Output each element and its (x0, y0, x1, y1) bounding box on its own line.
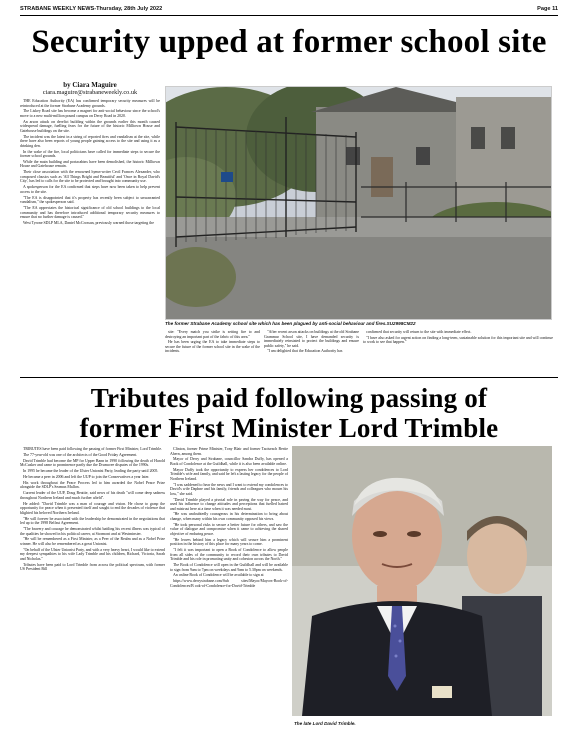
story2-column-1 (20, 447, 165, 729)
paragraph: While the main building and portacabins have been demolished, the historic Milltown House and Gatehouse remain. (20, 159, 160, 169)
paragraph: West Tyrone SDLP MLA, Daniel McCrossan, previously warned those targeting the (23, 220, 154, 225)
paragraph: The Liskey Road site has become a magnet for anti-social behaviour since the school's move to a new multi-million pound campus on Derry Road in 2020. (20, 109, 160, 118)
paragraph: Mayor Duffy took the opportunity to express her condolences to Lord Trimble's wife and family, and said he left a lasting legacy for the people of Northern Ireland. (170, 467, 288, 481)
paragraph: "I was saddened to hear the news and I want to extend my condolences to David's wife Daphne and his family, friends and colleagues who mourn his loss," she said. (170, 482, 288, 496)
story2-column-2 (170, 447, 288, 729)
paragraph: "The EA appreciates the historical significance of old school buildings to the local community and has therefore introduced additional temporary security measures to ensure that no further damage is caused." (20, 206, 160, 220)
paragraph: "He will be remembered as a First Minister, as a Peer of the Realm and as a Nobel Prize winner. He will also be remembered as a great Unionist. (20, 537, 165, 546)
story2-headline-line-2: former First Minister Lord Trimble (79, 413, 499, 443)
paragraph: "The bravery and courage he demonstrated whilst battling his recent illness was typical of the qualities he showed in his political career, at Stormont and at Westminster. (20, 527, 165, 536)
paragraph: The Book of Condolence will open in the Guildhall and will be available to sign from 9am to 7pm on weekdays and 9am to 5.30pm on weekends. (170, 563, 288, 572)
paragraph: "After recent arson attacks on buildings at the old Strabane Grammar School site, I have demanded security is immediately reinstated to protect the buildings and ensure public safety," he said. (264, 330, 359, 348)
trimble-photo (292, 446, 552, 716)
paragraph: David Trimble had become the MP for Upper Bann in 1990 following the death of Harold McCusker and came to prominence partly due the Drumcree disputes of the 1990s. (20, 458, 165, 468)
paragraph: In the wake of the fire, local politicians have called for immediate steps to secure the former school grounds. (20, 149, 160, 159)
paragraph: "I have also asked for urgent action on finding a long-term, sustainable solution for this important site and will continue to work to see that happen." (363, 335, 553, 345)
story1-byline-name: by Ciara Maguire (63, 81, 117, 89)
story1-column-2 (165, 330, 260, 372)
paragraph: "I felt it was important to open a Book of Condolence to allow people from all sides of the community to record their own tributes to David Trimble and his role in promoting unity and cohesion across the North." (170, 548, 288, 562)
paragraph: He added: "David Trimble was a man of courage and vision. He chose to grasp the opportunity for peace when it presented itself and sought to end the decades of violence that blighted his beloved Northern Ireland. (20, 501, 165, 515)
story-divider (20, 377, 558, 378)
paragraph: "He took personal risks to secure a better future for others, and saw the value of dialogue and compromise when it came to achieving the shared objective of enduring peace. (170, 522, 288, 536)
paragraph: "He leaves behind him a legacy which will secure him a prominent position in the history of this place for many years to come. (170, 537, 288, 547)
portrait-image (292, 446, 552, 716)
story1-column-4 (363, 330, 553, 372)
story1-column-1 (20, 99, 160, 371)
masthead (20, 6, 558, 12)
paragraph: site: "Every match you strike is setting fire to and destroying an important part of the fabric of this area." (165, 330, 260, 339)
paragraph: Mayor of Derry and Strabane, councillor Sandra Duffy, has opened a Book of Condolence at the Guildhall, while it is also been available online. (170, 457, 288, 466)
paragraph: "David Trimble played a pivotal role in paving the way for peace, and used his influence to change attitudes and perceptions that fuelled hatred and mistrust here at a time when it was needed most. (170, 497, 288, 511)
header-rule (20, 15, 558, 16)
paragraph: He has been urging the EA to take immediate steps to secure the future of the former school site in the wake of the incidents. (165, 340, 260, 354)
page-number: Page 11 (537, 6, 558, 12)
story1-byline (20, 81, 160, 96)
paragraph: confirmed that security will return to the site with immediate effect. (366, 330, 472, 334)
paragraph: TRIBUTES have been paid following the passing of former First Minister, Lord Trimble. (23, 447, 163, 451)
paragraph: The 77-year-old was one of the architects of the Good Friday Agreement. (23, 452, 138, 457)
paragraph: An online Book of Condolence will be available to sign at (173, 573, 264, 578)
paragraph: "He was undoubtedly courageous in his determination to bring about change, when many within his own community opposed his views. (170, 512, 288, 521)
school-site-photo (165, 86, 552, 320)
paragraph: THE Education Authority (EA) has confirmed temporary security measures will be reintroduced at the former Strabane Academy grounds. (20, 99, 160, 108)
paragraph: "On behalf of the Ulster Unionist Party, and with a very heavy heart, I would like to extend my deepest sympathies to his wife Lady Trimble and his children, Richard, Victoria, Sarah and Nicholas." (20, 547, 165, 561)
masthead-text: STRABANE WEEKLY NEWS-Thursday, 28th July 2022 (20, 6, 163, 12)
story2-headline (20, 383, 558, 443)
paragraph: "I am delighted that the Education Authority has (267, 349, 343, 354)
story1-byline-email: ciara.maguire@strabaneweekly.co.uk (42, 89, 138, 96)
story1-headline: Security upped at former school site (31, 24, 547, 60)
paragraph: An arson attack on derelict building within the grounds earlier this month caused widespread damage, fuelling fears for the future of the historic Milltown House and Gatehouse buildings on the site. (20, 119, 160, 133)
school-gate-image (166, 87, 551, 319)
story2-caption: The late Lord David Trimble. (294, 721, 356, 726)
paragraph: "The EA is disappointed that it's property has recently been subject to unwarranted vandalism," the spokesperson said. (20, 195, 160, 205)
paragraph: Their close association with the renowned hymn-writer Cecil Frances Alexander, who composed classics such as 'All Things Bright and Beautiful' and 'Once in Royal David's City', has led to calls for the site to be protected and brought into community use. (20, 170, 160, 184)
story1-column-3 (264, 330, 359, 372)
paragraph: He became a peer in 2006 and left the UUP to join the Conservatives a year later. (23, 475, 150, 480)
paragraph: Tributes have been paid to Lord Trimble from across the political spectrum, with former US President Bill (20, 562, 165, 572)
paragraph: The incident was the latest in a string of reported fires and vandalism at the site, while there have also been reports of young people gaining access to the site and using it as a drinking den. (20, 134, 160, 148)
paragraph: Clinton, former Prime Minister, Tony Blair and former Taoiseach Bertie Ahern, among them. (170, 447, 288, 456)
paragraph: "He will forever be associated with the leadership he demonstrated in the negotiations that led up to the 1998 Belfast Agreement. (20, 516, 165, 526)
paragraph: A spokesperson for the EA confirmed that steps have now been taken to help prevent access to the site. (20, 185, 160, 194)
story1-caption: The former Strabane Academy school site which has been plagued by anti-social behaviour and fires.SU2998CM22 (165, 321, 416, 326)
paragraph: His work throughout the Peace Process led to him awarded the Nobel Peace Prize alongside the SDLP's Seamus Mallon. (20, 480, 165, 490)
paragraph: https://www.derrystrabane.com/Sub sites/Mayor/Mayors-Book-of-Condolences/B ook-of-Condolence-for-David-Trimble (170, 579, 288, 588)
paragraph: Current leader of the UUP, Doug Beattie, said news of his death "will come deep sadness throughout Northern Ireland and much further afield". (20, 491, 165, 500)
story2-headline-line-1: Tributes paid following passing of (90, 383, 488, 413)
paragraph: In 1995 he became the leader of the Ulster Unionist Party, leading the party until 2005. (23, 469, 159, 474)
